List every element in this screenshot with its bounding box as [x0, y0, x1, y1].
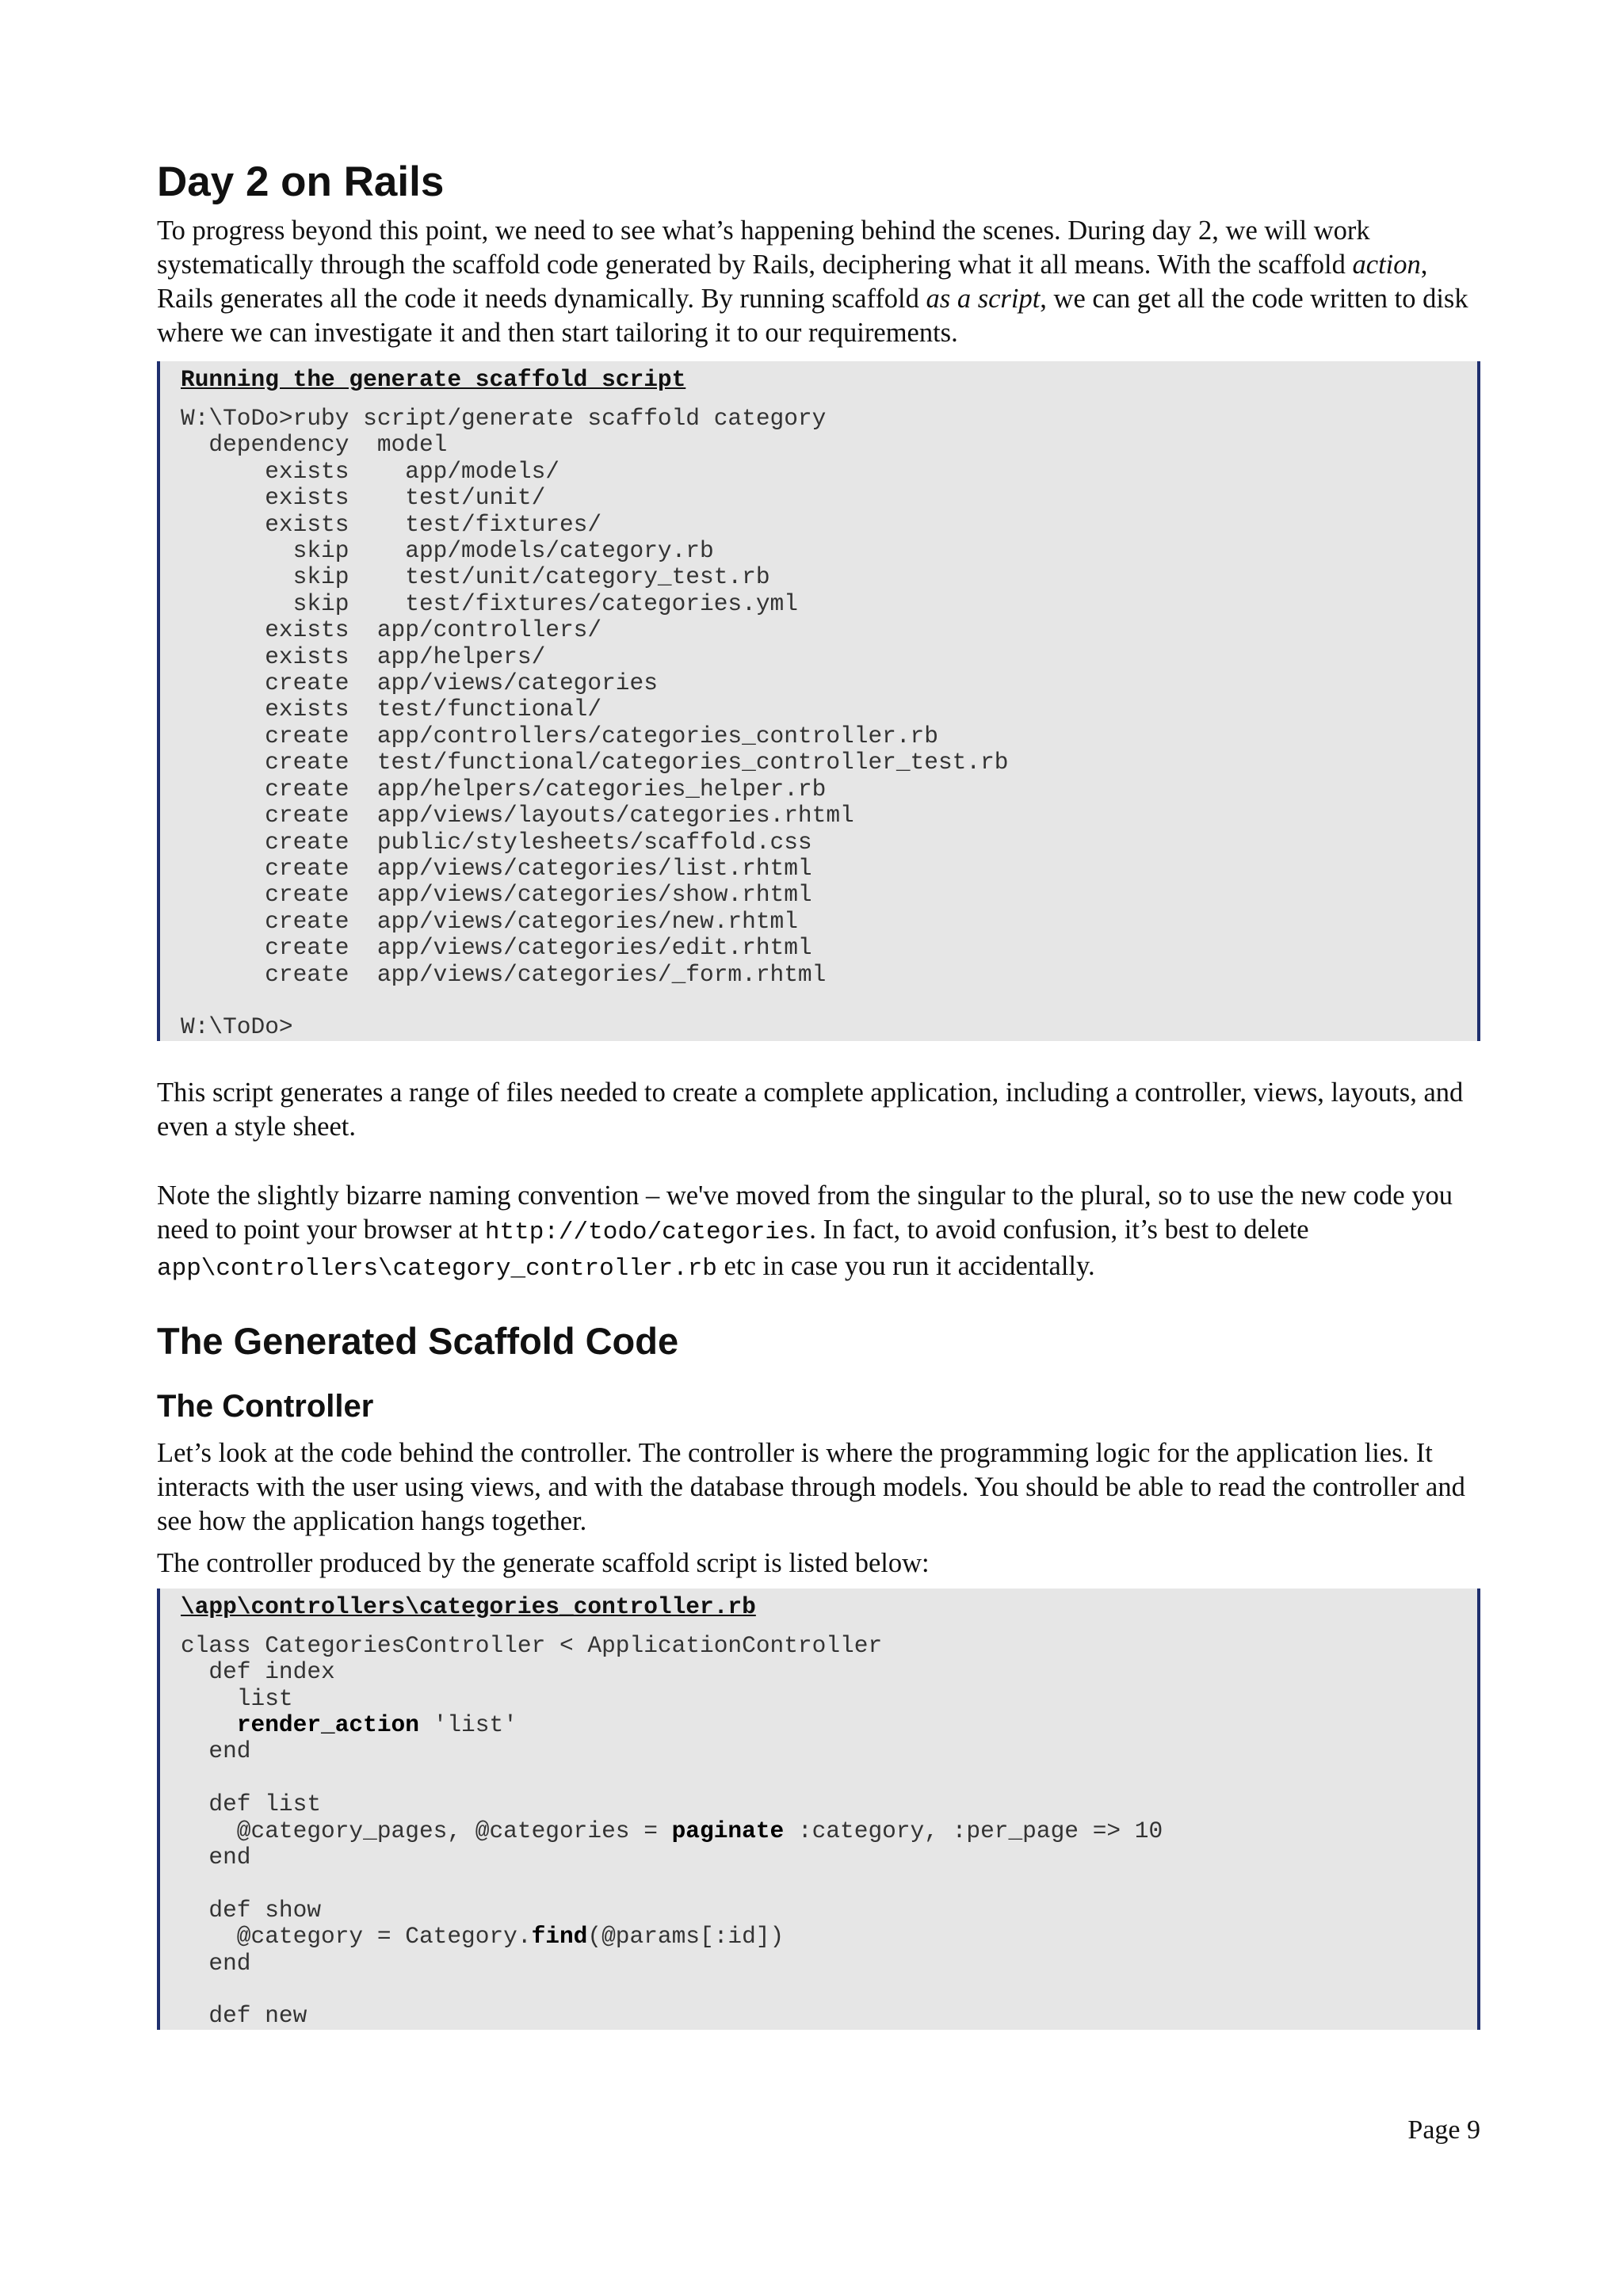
code-text: create app/views/categories/_form.rhtml [181, 960, 827, 988]
code-text: create test/functional/categories_controller_test.rb [181, 749, 1009, 776]
code-line [181, 1685, 293, 1712]
code-text: exists app/models/ [181, 457, 559, 485]
code-line [181, 1737, 251, 1764]
section-heading: The Generated Scaffold Code [157, 1319, 679, 1362]
controller-listing-intro [157, 1547, 1480, 1581]
code-text [181, 1711, 237, 1738]
code-text: exists app/controllers/ [181, 616, 602, 644]
code-text: 'list' [418, 1711, 517, 1738]
controller-intro-paragraph [157, 1436, 1480, 1539]
intro-paragraph [157, 214, 1480, 350]
code-line [181, 537, 714, 564]
subsection-heading: The Controller [157, 1388, 374, 1424]
page-number: Page 9 [1407, 2115, 1480, 2145]
code-line [181, 1658, 335, 1685]
controller-code-block [157, 1589, 1480, 2030]
code-line [181, 484, 545, 511]
code-line [181, 1632, 882, 1659]
code-line [181, 405, 826, 432]
code-text: create app/views/layouts/categories.rhtml [181, 802, 854, 830]
text-run: , we can get all the code written to disk where we can investigate it and then start tailoring it to our requirements. [157, 284, 1468, 348]
code-block-title: \app\controllers\categories_controller.rb [181, 1592, 756, 1620]
script-description-paragraph [157, 1076, 1480, 1144]
code-line [181, 961, 826, 988]
code-text: exists app/helpers/ [181, 643, 546, 670]
code-text: create app/views/categories/list.rhtml [181, 854, 812, 882]
code-text: exists test/fixtures/ [181, 510, 602, 538]
text-run: Note the slightly bizarre naming convention – we've moved from the singular to the plural, so to use the new code you need to point your browser at [157, 1180, 1453, 1245]
code-listing [181, 406, 1457, 1041]
code-text: @category = Category. [181, 1923, 532, 1951]
code-line [181, 1711, 517, 1738]
code-line [181, 616, 601, 643]
text-run: This script generates a range of files needed to create a complete application, including a controller, views, layouts, and even a style sheet. [157, 1077, 1464, 1142]
code-line [181, 1897, 321, 1924]
code-text: end [181, 1949, 251, 1977]
code-line [181, 1013, 293, 1040]
inline-code: http://todo/categories [484, 1218, 810, 1246]
code-line [181, 643, 545, 670]
inline-code: app\controllers\category_controller.rb [157, 1254, 717, 1283]
code-text: create public/stylesheets/scaffold.css [181, 828, 812, 856]
code-text: create app/views/categories/new.rhtml [181, 907, 798, 935]
code-line [181, 431, 447, 458]
code-line [181, 881, 812, 908]
code-line [181, 1923, 784, 1950]
code-text: end [181, 1737, 251, 1765]
code-text: dependency model [181, 431, 448, 459]
page-title: Day 2 on Rails [157, 158, 445, 205]
code-line [181, 1844, 251, 1871]
code-text: end [181, 1844, 251, 1871]
code-text: def index [181, 1658, 335, 1686]
code-text: @category_pages, @categories = [181, 1817, 672, 1844]
code-listing [181, 1633, 1457, 2030]
text-run: , Rails generates all the code it needs dynamically. By running scaffold [157, 250, 1428, 314]
code-text: def new [181, 2002, 307, 2030]
code-text: exists test/unit/ [181, 484, 546, 512]
code-text: create app/helpers/categories_helper.rb [181, 775, 827, 803]
code-line [181, 2002, 307, 2029]
code-line [181, 563, 770, 590]
code-line [181, 511, 601, 538]
code-line [181, 590, 798, 617]
code-keyword: find [531, 1923, 588, 1951]
code-line [181, 776, 826, 803]
code-line [181, 1950, 251, 1977]
code-keyword: render_action [236, 1711, 419, 1738]
code-text: create app/views/categories [181, 669, 658, 697]
code-line [181, 908, 798, 935]
scaffold-script-code-block [157, 361, 1480, 1041]
code-line [181, 934, 812, 961]
code-text: class CategoriesController < ApplicationController [181, 1631, 883, 1659]
code-text: def show [181, 1896, 322, 1924]
code-text: W:\ToDo>ruby script/generate scaffold category [181, 405, 827, 432]
code-text: def list [181, 1791, 322, 1818]
text-run: Let’s look at the code behind the controller. The controller is where the programming logic for the application lies. It interacts with the user using views, and with the database through models. You should be able to read the controller and see how the application hangs together. [157, 1437, 1465, 1536]
code-text: (@params[:id]) [587, 1923, 785, 1951]
code-text: create app/views/categories/edit.rhtml [181, 934, 812, 962]
code-text: list [181, 1684, 293, 1712]
code-keyword: paginate [671, 1817, 785, 1844]
code-line [181, 696, 601, 723]
code-line [181, 1791, 321, 1817]
emphasis-text: as a script [926, 284, 1041, 314]
code-line [181, 1817, 1163, 1844]
code-line [181, 669, 658, 696]
code-text: create app/controllers/categories_controller.rb [181, 722, 938, 749]
code-text: skip app/models/category.rb [181, 537, 714, 565]
document-page [157, 151, 1480, 2030]
text-run: . In fact, to avoid confusion, it’s best to delete [809, 1214, 1309, 1245]
code-text: exists test/functional/ [181, 696, 602, 723]
code-line [181, 829, 812, 856]
emphasis-text: action [1352, 250, 1421, 280]
code-line [181, 458, 559, 485]
code-block-title: Running the generate scaffold script [181, 366, 686, 393]
text-run: The controller produced by the generate scaffold script is listed below: [157, 1547, 930, 1578]
text-run: To progress beyond this point, we need to see what’s happening behind the scenes. During day 2, we will work systematically through the scaffold code generated by Rails, deciphering what it all means. With the scaffold [157, 215, 1370, 280]
text-run: etc in case you run it accidentally. [716, 1250, 1095, 1281]
code-line [181, 855, 812, 882]
code-text: :category, :per_page => 10 [784, 1817, 1163, 1844]
code-line [181, 802, 854, 829]
code-line [181, 723, 938, 749]
code-text: skip test/fixtures/categories.yml [181, 589, 798, 617]
code-line [181, 749, 1008, 776]
code-text: W:\ToDo> [181, 1013, 293, 1041]
code-text: skip test/unit/category_test.rb [181, 563, 770, 591]
code-text: create app/views/categories/show.rhtml [181, 881, 812, 909]
naming-convention-paragraph [157, 1179, 1480, 1286]
